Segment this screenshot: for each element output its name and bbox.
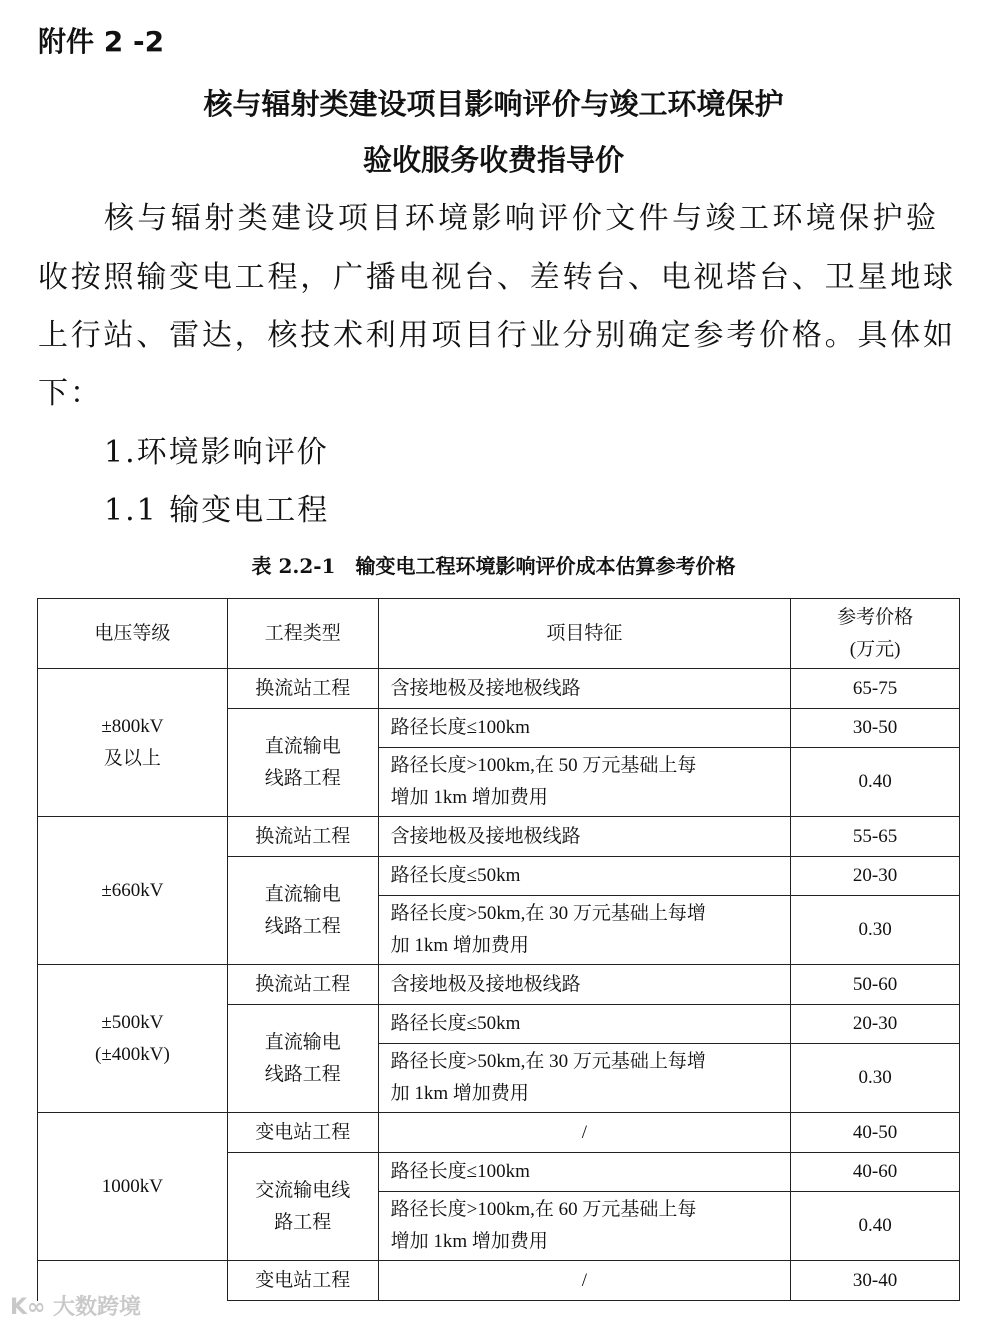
price-cell: 0.30	[791, 896, 960, 965]
table-row	[38, 1113, 960, 1153]
feature-cell: 含接地极及接地极线路	[378, 817, 791, 857]
feature-cell: 含接地极及接地极线路	[378, 965, 791, 1005]
type-text: 路工程	[274, 1211, 332, 1233]
price-cell: 30-50	[791, 709, 960, 748]
header-type: 工程类型	[227, 599, 378, 669]
type-text: 线路工程	[264, 767, 341, 789]
table-caption: 表 2.2-1 输变电工程环境影响评价成本估算参考价格	[251, 554, 736, 578]
type-cell: 变电站工程	[227, 1261, 378, 1301]
type-cell	[227, 709, 378, 817]
voltage-text: (±400kV)	[95, 1043, 170, 1065]
header-price	[791, 599, 960, 669]
price-cell: 40-50	[791, 1113, 960, 1153]
feature-cell: 含接地极及接地极线路	[378, 669, 791, 709]
feature-cell: 路径长度≤100km	[378, 1153, 791, 1192]
feature-cell: 路径长度≤50km	[378, 1005, 791, 1044]
feature-cell: 路径长度≤100km	[378, 709, 791, 748]
feature-text: 路径长度>50km,在 30 万元基础上每增	[390, 903, 706, 924]
type-cell: 换流站工程	[227, 965, 378, 1005]
logo-icon: K∞	[10, 1295, 46, 1320]
type-cell	[227, 1005, 378, 1113]
feature-cell: /	[378, 1261, 791, 1301]
paragraph-line: 下：	[38, 376, 102, 411]
type-text: 线路工程	[264, 915, 341, 937]
type-cell: 换流站工程	[227, 669, 378, 709]
paragraph-line: 收按照输变电工程，广播电视台、差转台、电视塔台、卫星地球	[38, 260, 955, 295]
doc-title-line1: 核与辐射类建设项目影响评价与竣工环境保护	[203, 87, 784, 121]
price-table	[37, 598, 960, 1301]
voltage-cell	[38, 965, 228, 1113]
watermark-logo	[10, 1290, 141, 1321]
doc-title-line2: 验收服务收费指导价	[362, 143, 624, 177]
voltage-cell	[38, 669, 228, 817]
table-row	[38, 965, 960, 1005]
feature-cell	[378, 1044, 791, 1113]
type-cell	[227, 857, 378, 965]
header-feature: 项目特征	[378, 599, 791, 669]
feature-cell	[378, 896, 791, 965]
feature-text: 增加 1km 增加费用	[390, 787, 548, 808]
price-cell: 65-75	[791, 669, 960, 709]
type-cell: 变电站工程	[227, 1113, 378, 1153]
voltage-text: 及以上	[103, 747, 161, 769]
table-row	[38, 817, 960, 857]
type-text: 直流输电	[264, 883, 341, 905]
table-row	[38, 669, 960, 709]
feature-text: 路径长度>100km,在 60 万元基础上每	[390, 1199, 697, 1220]
feature-cell: /	[378, 1113, 791, 1153]
section-heading: 1.环境影响评价	[104, 435, 329, 470]
feature-text: 路径长度>100km,在 50 万元基础上每	[390, 755, 697, 776]
voltage-text: 1000kV	[101, 1175, 164, 1197]
price-cell: 20-30	[791, 1005, 960, 1044]
header-price-label: 参考价格	[837, 606, 914, 628]
type-text: 直流输电	[264, 735, 341, 757]
type-cell: 换流站工程	[227, 817, 378, 857]
feature-text: 增加 1km 增加费用	[390, 1231, 548, 1252]
feature-text: 加 1km 增加费用	[390, 1083, 529, 1104]
feature-cell	[378, 748, 791, 817]
voltage-text: ±800kV	[101, 715, 164, 737]
header-price-unit: (万元)	[849, 638, 901, 660]
price-cell: 20-30	[791, 857, 960, 896]
type-text: 交流输电线	[255, 1179, 351, 1201]
price-cell: 0.30	[791, 1044, 960, 1113]
price-cell: 50-60	[791, 965, 960, 1005]
price-cell: 55-65	[791, 817, 960, 857]
price-cell: 40-60	[791, 1153, 960, 1192]
voltage-text: ±660kV	[101, 879, 164, 901]
paragraph-line: 上行站、雷达，核技术利用项目行业分别确定参考价格。具体如	[38, 318, 955, 353]
type-text: 直流输电	[264, 1031, 341, 1053]
watermark-text: 大数跨境	[53, 1295, 142, 1320]
attachment-label: 附件 2 -2	[38, 25, 165, 58]
price-cell: 0.40	[791, 1192, 960, 1261]
price-cell: 0.40	[791, 748, 960, 817]
subsection-heading: 1.1 输变电工程	[104, 493, 330, 528]
paragraph-line: 核与辐射类建设项目环境影响评价文件与竣工环境保护验	[104, 201, 938, 236]
feature-text: 路径长度>50km,在 30 万元基础上每增	[390, 1051, 706, 1072]
type-text: 线路工程	[264, 1063, 341, 1085]
feature-text: 加 1km 增加费用	[390, 935, 529, 956]
table-header-row	[38, 599, 960, 669]
voltage-cell	[38, 1113, 228, 1261]
voltage-text: ±500kV	[101, 1011, 164, 1033]
table-row	[38, 1261, 960, 1301]
feature-cell	[378, 1192, 791, 1261]
voltage-cell	[38, 817, 228, 965]
type-cell	[227, 1153, 378, 1261]
feature-cell: 路径长度≤50km	[378, 857, 791, 896]
price-cell: 30-40	[791, 1261, 960, 1301]
header-voltage: 电压等级	[38, 599, 228, 669]
